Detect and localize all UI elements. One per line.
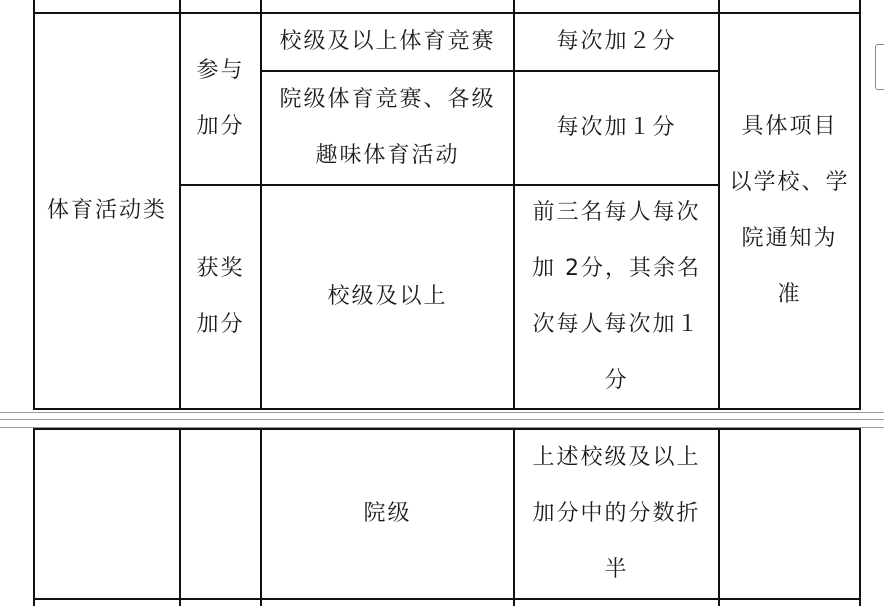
note-cell: [720, 14, 859, 408]
points-cell: [515, 14, 718, 70]
row-border: [33, 408, 861, 410]
points-cell: [515, 430, 718, 598]
points-text: 每次加１分: [556, 115, 677, 140]
row-border: [33, 598, 861, 600]
item-text: 院级体育竞赛、各级 趣味体育活动: [279, 87, 496, 168]
col-border: [179, 428, 181, 606]
item-cell: [262, 72, 513, 184]
item-text: 院级: [363, 501, 412, 526]
item-cell: [262, 14, 513, 70]
award-label: 获奖 加分: [196, 256, 245, 337]
points-cell: [515, 72, 718, 184]
item-text: 校级及以上体育竞赛: [279, 29, 496, 54]
category-cell: [35, 14, 179, 408]
participation-cell: [181, 14, 260, 184]
col-border: [859, 0, 861, 410]
item-text: 校级及以上: [327, 284, 448, 309]
award-cell: [181, 186, 260, 408]
points-cell: [515, 186, 718, 408]
scrollbar-handle[interactable]: [875, 44, 884, 90]
points-text: 每次加２分: [556, 29, 677, 54]
item-cell: [262, 430, 513, 598]
page-gap-line: [0, 419, 884, 420]
points-text: 前三名每人每次 加 2分，其余名 次每人每次加１ 分: [532, 200, 701, 393]
item-cell: [262, 186, 513, 408]
note-text: 具体项目 以学校、学 院通知为 准: [729, 114, 850, 307]
points-text: 上述校级及以上 加分中的分数折 半: [532, 445, 701, 582]
participation-label: 参与 加分: [196, 58, 245, 139]
col-border: [718, 428, 720, 606]
category-label: 体育活动类: [46, 198, 167, 223]
col-border: [859, 428, 861, 606]
page-gap-line: [0, 412, 884, 413]
col-border: [33, 428, 35, 606]
